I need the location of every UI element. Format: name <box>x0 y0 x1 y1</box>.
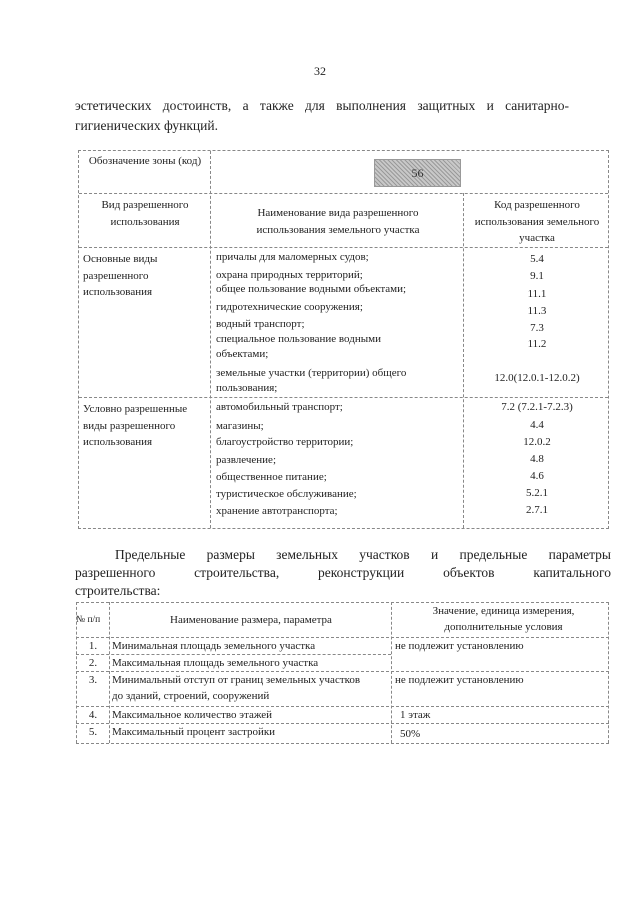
header-use-type: Вид разрешенного использования <box>101 199 189 228</box>
main-use-code: 12.0(12.0.1-12.0.2) <box>494 372 580 384</box>
main-use-code: 11.2 <box>527 338 547 350</box>
main-use-name: гидротехнические сооружения; <box>216 301 363 313</box>
main-use-name: земельные участки (территории) общего пользования; <box>216 367 407 394</box>
row-name: Минимальный отступ от границ земельных участков до зданий, строений, сооружений <box>112 674 361 702</box>
header-num: № п/п <box>76 615 101 625</box>
main-use-code: 11.3 <box>527 305 547 317</box>
page-number: 32 <box>314 64 326 78</box>
row-num: 1. <box>88 640 98 652</box>
conditional-use-name: туристическое обслуживание; <box>216 488 357 500</box>
row-value: не подлежит установлению <box>395 674 524 686</box>
conditional-use-code: 4.6 <box>530 470 544 482</box>
conditional-use-name: развлечение; <box>216 454 277 466</box>
conditional-use-name: хранение автотранспорта; <box>216 505 338 517</box>
header-param-name: Наименование размера, параметра <box>170 614 332 626</box>
zone-label: Обозначение зоны (код) <box>88 155 202 167</box>
intro-line-2: гигиенических функций. <box>75 118 218 133</box>
main-use-name: специальное пользование водными объектами; <box>216 333 381 360</box>
conditional-use-code: 2.7.1 <box>526 504 548 516</box>
row-value: 1 этаж <box>400 709 431 721</box>
header-name: Наименование вида разрешенного использования земельного участка <box>256 207 420 236</box>
main-use-name: причалы для маломерных судов; <box>216 251 369 263</box>
main-use-name: охрана природных территорий; <box>216 269 363 281</box>
row-num: 2. <box>88 657 98 669</box>
main-use-code: 11.1 <box>527 288 547 300</box>
main-use-label: Основные виды разрешенного использования <box>83 253 158 298</box>
limits-heading-line-2: разрешенного строительства, реконструкции объектов капитального <box>75 565 611 580</box>
row-num: 4. <box>88 709 98 721</box>
conditional-use-name: общественное питание; <box>216 471 327 483</box>
main-use-code: 5.4 <box>530 253 544 265</box>
row-num: 3. <box>88 674 98 686</box>
conditional-use-name: автомобильный транспорт; <box>216 401 343 413</box>
conditional-use-code: 4.8 <box>530 453 544 465</box>
row-value: не подлежит установлению <box>395 640 524 652</box>
zone-table <box>78 150 609 529</box>
main-use-name: водный транспорт; <box>216 318 305 330</box>
row-name: Максимальное количество этажей <box>112 709 273 721</box>
conditional-use-code: 7.2 (7.2.1-7.2.3) <box>501 401 573 413</box>
conditional-use-code: 5.2.1 <box>526 487 548 499</box>
row-name: Максимальный процент застройки <box>112 726 276 738</box>
intro-line-1: эстетических достоинств, а также для выполнения защитных и санитарно- <box>75 98 569 113</box>
row-value: 50% <box>400 728 421 740</box>
intro-paragraph <box>75 96 569 136</box>
header-code: Код разрешенного использования земельного участка <box>474 199 600 244</box>
row-name: Максимальная площадь земельного участка <box>112 657 319 669</box>
limits-table <box>76 602 609 746</box>
header-param-value: Значение, единица измерения, дополнительные условия <box>432 605 575 633</box>
conditional-use-name: благоустройство территории; <box>216 436 354 448</box>
row-name: Минимальная площадь земельного участка <box>112 640 316 652</box>
conditional-use-code: 12.0.2 <box>523 436 551 448</box>
main-use-code: 9.1 <box>530 270 544 282</box>
zone-code: 56 <box>411 165 424 180</box>
limits-heading <box>75 546 611 600</box>
conditional-use-label: Условно разрешенные виды разрешенного использования <box>83 403 188 448</box>
main-use-code: 7.3 <box>530 322 544 334</box>
limits-heading-line-3: строительства: <box>75 583 161 598</box>
conditional-use-code: 4.4 <box>530 419 544 431</box>
zone-code-badge <box>374 159 461 187</box>
main-use-name: общее пользование водными объектами; <box>216 283 407 295</box>
limits-heading-line-1: Предельные размеры земельных участков и предельные параметры <box>115 547 611 562</box>
conditional-use-name: магазины; <box>216 420 264 432</box>
row-num: 5. <box>88 726 98 738</box>
